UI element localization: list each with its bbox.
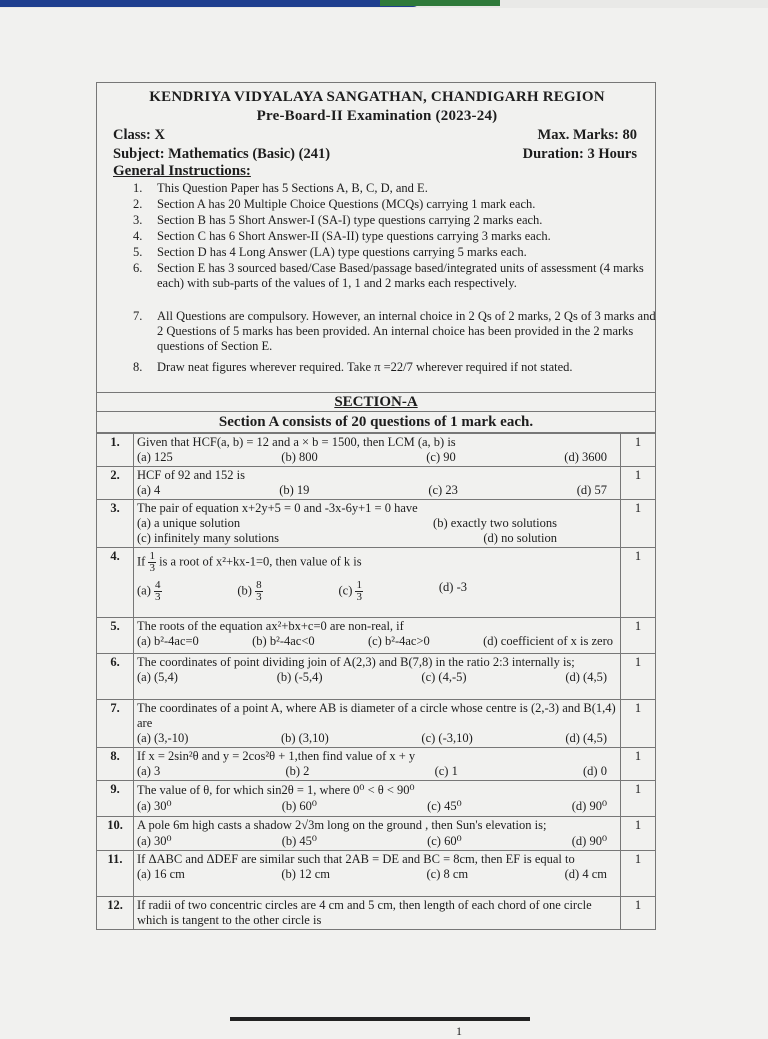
option: (a) $\frac{4}{3}$ <box>137 579 161 603</box>
table-row <box>97 781 656 817</box>
question-text: A pole 6m high casts a shadow 2√3m long on the ground , then Sun's elevation is; <box>137 818 547 832</box>
option: (c) (4,-5) <box>421 670 467 684</box>
question-cell <box>134 748 621 781</box>
option: (a) 30⁰ <box>137 799 172 813</box>
question-number: 9. <box>97 781 134 817</box>
options <box>137 731 617 746</box>
option: (b) (-5,4) <box>276 670 323 684</box>
fraction: $\frac{1}{3}$ <box>149 550 155 574</box>
section-title: SECTION-A <box>96 392 656 412</box>
questions-table <box>96 433 656 930</box>
options <box>137 580 617 603</box>
marks: 1 <box>621 781 656 817</box>
table-row <box>97 700 656 748</box>
option: (a) 30⁰ <box>137 834 172 848</box>
option: (b) 60⁰ <box>281 799 317 813</box>
option: (d) coefficient of x is zero <box>483 634 613 648</box>
option: (a) b²-4ac=0 <box>137 634 199 648</box>
marks: 1 <box>621 434 656 467</box>
question-cell: If radii of two concentric circles are 4 cm and 5 cm, then length of each chord of one circle which is tangent to the other circle is <box>134 897 621 930</box>
question-text: The coordinates of a point A, where AB is diameter of a circle whose centre is (2,-3) and B(1,4) are <box>137 701 616 730</box>
question-number: 1. <box>97 434 134 467</box>
question-cell <box>134 654 621 700</box>
question-number: 8. <box>97 748 134 781</box>
marks: 1 <box>621 851 656 897</box>
instructions-heading: General Instructions: <box>113 163 251 179</box>
option: (d) 0 <box>583 764 607 778</box>
option: (a) a unique solution <box>137 516 241 530</box>
options <box>137 798 617 814</box>
question-cell <box>134 500 621 548</box>
option: (a) (5,4) <box>137 670 178 684</box>
subject-row <box>113 146 643 163</box>
marks: 1 <box>621 654 656 700</box>
option: (d) 57 <box>576 483 607 497</box>
option: (d) (4,5) <box>565 670 607 684</box>
options <box>137 634 617 649</box>
question-number: 7. <box>97 700 134 748</box>
option: (c) 60⁰ <box>427 834 462 848</box>
question-text: The roots of the equation ax²+bx+c=0 are non-real, if <box>137 619 404 633</box>
marks: 1 <box>621 748 656 781</box>
marks: 1 <box>621 548 656 618</box>
option: (b) (3,10) <box>280 731 329 745</box>
marks: 1 <box>621 618 656 654</box>
option: (d) 3600 <box>564 450 607 464</box>
option: (b) 12 cm <box>281 867 330 881</box>
page-number: 1 <box>456 1024 462 1038</box>
table-row <box>97 897 656 930</box>
option: (b) 45⁰ <box>281 834 317 848</box>
option: (d) 4 cm <box>564 867 607 881</box>
options <box>137 670 617 685</box>
question-number: 4. <box>97 548 134 618</box>
class-label: Class: X <box>113 127 165 143</box>
option: (a) (3,-10) <box>137 731 189 745</box>
option: (c) 45⁰ <box>427 799 462 813</box>
question-text: The coordinates of point dividing join of A(2,3) and B(7,8) in the ratio 2:3 internally is; <box>137 655 575 669</box>
question-text: Given that HCF(a, b) = 12 and a × b = 1500, then LCM (a, b) is <box>137 435 456 449</box>
options <box>137 531 617 546</box>
table-row <box>97 467 656 500</box>
option: (c) b²-4ac>0 <box>367 634 430 648</box>
options <box>137 867 617 882</box>
option: (a) 3 <box>137 764 161 778</box>
marks: 1 <box>621 700 656 748</box>
question-number: 6. <box>97 654 134 700</box>
option: (c) 8 cm <box>426 867 469 881</box>
option: (b) exactly two solutions <box>433 516 557 530</box>
option: (a) 125 <box>137 450 173 464</box>
question-text: The value of θ, for which sin2θ = 1, where 0⁰ < θ < 90⁰ <box>137 783 415 797</box>
option: (c) 90 <box>426 450 456 464</box>
question-number: 5. <box>97 618 134 654</box>
option: (b) $\frac{8}{3}$ <box>237 579 262 603</box>
question-paper <box>96 82 656 1038</box>
exam-title: Pre-Board-II Examination (2023-24) <box>256 108 498 124</box>
table-row <box>97 618 656 654</box>
question-text: If x = 2sin²θ and y = 2cos²θ + 1,then find value of x + y <box>137 749 416 763</box>
table-row <box>97 434 656 467</box>
duration: Duration: 3 Hours <box>522 146 637 162</box>
marks: 1 <box>621 817 656 851</box>
option: (c) 1 <box>434 764 458 778</box>
question-cell <box>134 781 621 817</box>
table-row <box>97 817 656 851</box>
question-number: 11. <box>97 851 134 897</box>
option: (d) 90⁰ <box>571 799 607 813</box>
question-text: The pair of equation x+2y+5 = 0 and -3x-6y+1 = 0 have <box>137 501 418 515</box>
question-text: HCF of 92 and 152 is <box>137 468 245 482</box>
question-cell <box>134 700 621 748</box>
option: (a) 16 cm <box>137 867 185 881</box>
marks: 1 <box>621 500 656 548</box>
option: (b) 2 <box>285 764 310 778</box>
option: (d) no solution <box>483 531 557 545</box>
options <box>137 833 617 849</box>
question-cell <box>134 467 621 500</box>
photo-top-edge <box>0 0 768 8</box>
table-row <box>97 851 656 897</box>
question-cell <box>134 548 621 618</box>
question-cell <box>134 817 621 851</box>
option: (a) 4 <box>137 483 161 497</box>
max-marks: Max. Marks: 80 <box>537 127 637 143</box>
options <box>137 483 617 498</box>
option: (c) infinitely many solutions <box>137 531 279 545</box>
option: (d) 90⁰ <box>571 834 607 848</box>
table-row <box>97 500 656 548</box>
question-number: 10. <box>97 817 134 851</box>
header-block: KENDRIYA VIDYALAYA SANGATHAN, CHANDIGARH REGION Pre-Board-II Examination (2023-24) Class: X Max. Marks: 80 Subject: Mathematics (Basic) (241) Duration: 3 Hours General Instructions: 1. This Question Paper has 5 Sections A, B, C, D, and E. 2. Section A has 20 Multiple Choice Questions (MCQs) carrying 1 mark each. 3. Section B has 5 Short Answer-I (SA-I) type questions carrying 2 marks each. 4. Section C has 6 Short Answer-II (SA-II) type questions carrying 3 marks each. 5. Section D has 4 Long Answer (LA) type questions carrying 5 marks each. 6. Section E has 3 sourced based/Case Based/passage based/integrated units of assessment (4 marks each) with sub-parts of the values of 1, 1 and 2 marks each respectively. 7. All Questions are compulsory. However, an internal choice in 2 Qs of 2 marks, 2 Qs of 3 marks and 2 Questions of 5 marks has been provided. An internal choice has been provided in the 2 marks questions of Section E. 8. Draw neat figures wherever required. Take π =22/7 wherever required if not stated. <box>96 82 656 392</box>
options <box>137 516 617 531</box>
options <box>137 764 617 779</box>
table-row <box>97 548 656 618</box>
question-cell <box>134 851 621 897</box>
option: (b) 19 <box>279 483 310 497</box>
table-row <box>97 654 656 700</box>
option: (c) 23 <box>428 483 458 497</box>
option: (d) (4,5) <box>565 731 607 745</box>
organization-title: KENDRIYA VIDYALAYA SANGATHAN, CHANDIGARH REGION <box>149 89 605 105</box>
table-row <box>97 748 656 781</box>
marks: 1 <box>621 897 656 930</box>
question-text: If $\frac{1}{3}$ is a root of x²+kx-1=0, then value of k is <box>137 550 362 574</box>
class-row <box>113 127 643 144</box>
option: (b) b²-4ac<0 <box>252 634 315 648</box>
option: (c) $\frac{1}{3}$ <box>338 579 362 603</box>
options <box>137 450 617 465</box>
subject-label: Subject: Mathematics (Basic) (241) <box>113 146 331 162</box>
photo-bottom-edge <box>230 1017 530 1021</box>
option: (b) 800 <box>281 450 318 464</box>
question-cell <box>134 618 621 654</box>
marks: 1 <box>621 467 656 500</box>
option: (d) -3 <box>438 580 467 594</box>
question-number: 2. <box>97 467 134 500</box>
question-number: 12. <box>97 897 134 930</box>
question-number: 3. <box>97 500 134 548</box>
section-subtitle: Section A consists of 20 questions of 1 mark each. <box>96 412 656 433</box>
question-text: If ΔABC and ΔDEF are similar such that 2AB = DE and BC = 8cm, then EF is equal to <box>137 852 575 866</box>
question-cell <box>134 434 621 467</box>
option: (c) (-3,10) <box>421 731 473 745</box>
